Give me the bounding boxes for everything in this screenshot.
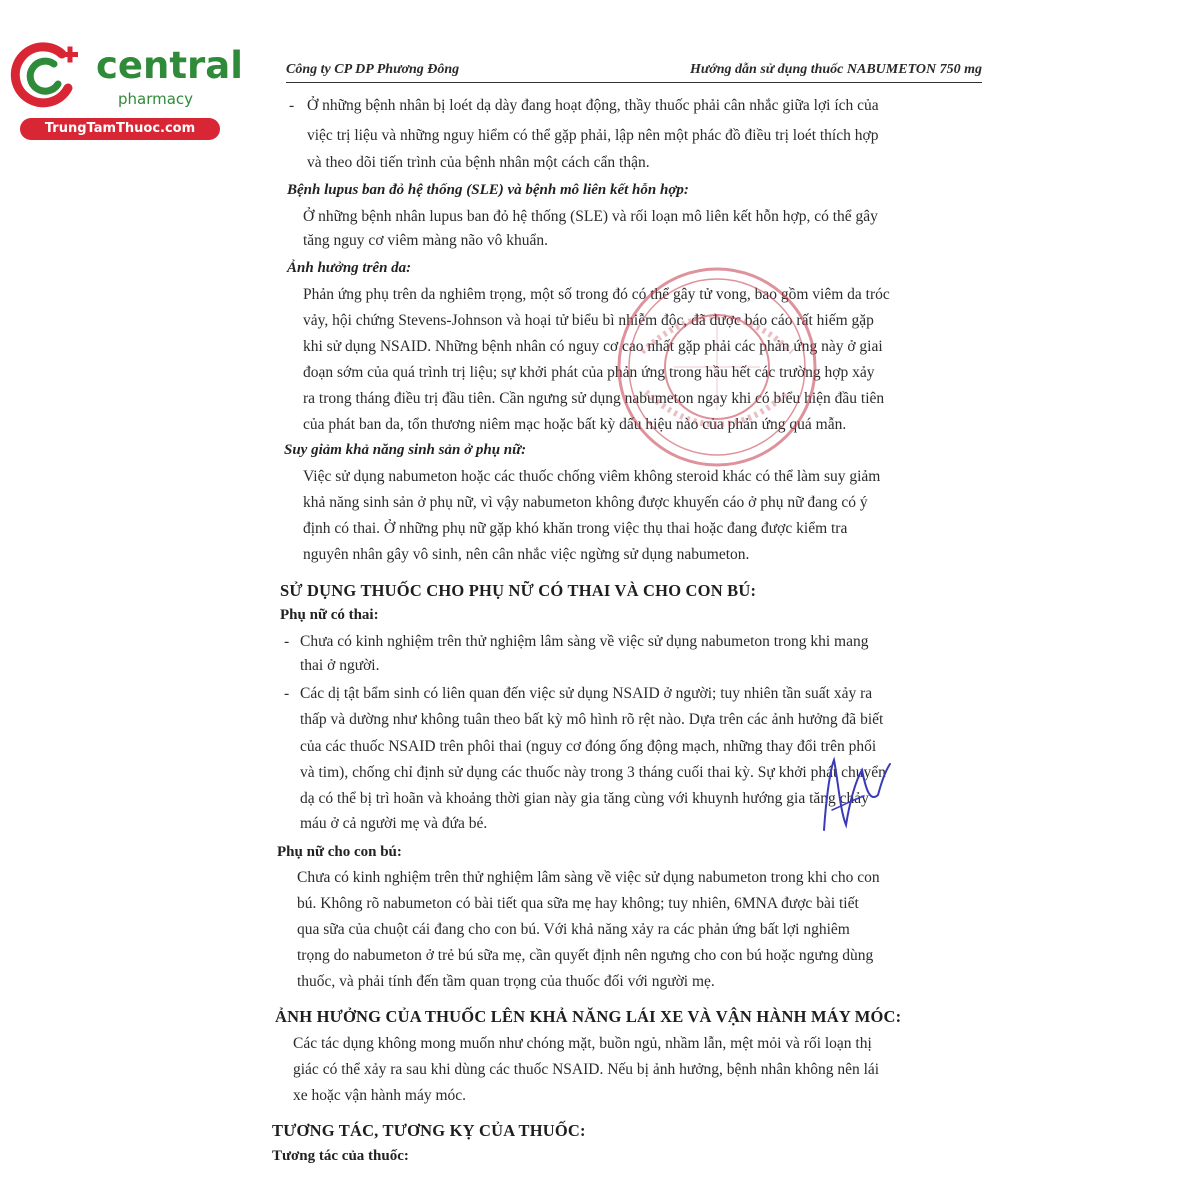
subsection-heading: Bệnh lupus ban đỏ hệ thống (SLE) và bệnh mô liên kết hỗn hợp: — [287, 182, 689, 198]
section-heading: ẢNH HƯỞNG CỦA THUỐC LÊN KHẢ NĂNG LÁI XE VÀ VẬN HÀNH MÁY MÓC: — [275, 1007, 902, 1026]
text-line: dạ có thể bị trì hoãn và khoảng thời gian này gia tăng cùng với khuynh hướng gia tăng chảy — [300, 790, 869, 807]
text-line: Ở những bệnh nhân lupus ban đỏ hệ thống (SLE) và rối loạn mô liên kết hỗn hợp, có thể gây — [303, 208, 878, 225]
central-pharmacy-logo — [10, 38, 243, 138]
text-line: Phản ứng phụ trên da nghiêm trọng, một số trong đó có thể gây tử vong, bao gồm viêm da tróc — [303, 286, 890, 303]
text-line: của các thuốc NSAID trên phôi thai (nguy cơ đóng ống động mạch, những thay đổi trên phổi — [300, 738, 877, 755]
document-header — [286, 52, 982, 83]
text-line: bú. Không rõ nabumeton có bài tiết qua sữa mẹ hay không; tuy nhiên, 6MNA được bài tiết — [297, 895, 859, 912]
text-line: ra trong tháng điều trị đầu tiên. Cần ngưng sử dụng nabumeton ngay khi có biểu hiện đầu tiên — [303, 390, 885, 407]
text-line: qua sữa của chuột cái đang cho con bú. Với khả năng xảy ra các phản ứng bất lợi nghiêm — [297, 921, 850, 938]
document-title: Hướng dẫn sử dụng thuốc NABUMETON 750 mg — [689, 62, 982, 77]
bullet-dash: - — [284, 633, 290, 650]
text-line: thai ở người. — [300, 657, 380, 674]
text-line: giác có thể xảy ra sau khi dùng các thuốc NSAID. Nếu bị ảnh hưởng, bệnh nhân không nên lái — [293, 1061, 880, 1078]
bullet-dash: - — [289, 97, 295, 114]
pharmacy-logo-icon — [10, 40, 82, 112]
text-line: Chưa có kinh nghiệm trên thử nghiệm lâm sàng về việc sử dụng nabumeton trong khi mang — [300, 633, 869, 650]
text-line: khi sử dụng NSAID. Những bệnh nhân có nguy cơ cao nhất gặp phải các phản ứng này ở giai — [303, 338, 883, 355]
text-line: Ở những bệnh nhân bị loét dạ dày đang hoạt động, thầy thuốc phải cân nhắc giữa lợi ích của — [307, 97, 879, 114]
text-line: Các dị tật bẩm sinh có liên quan đến việc sử dụng NSAID ở người; tuy nhiên tần suất xảy ra — [300, 685, 873, 702]
brand-name: central — [96, 44, 243, 87]
bullet-dash: - — [284, 685, 290, 702]
subsection-heading: Phụ nữ cho con bú: — [277, 844, 402, 860]
text-line: vảy, hội chứng Stevens-Johnson và hoại tử biểu bì nhiễm độc, đã được báo cáo rất hiếm gặp — [303, 312, 874, 329]
text-line: thuốc, và phải tính đến tầm quan trọng của thuốc đối với người mẹ. — [297, 973, 715, 990]
text-line: việc trị liệu và những nguy hiểm có thể gặp phải, lập nên một phác đồ điều trị loét thích hợp — [307, 127, 879, 144]
text-line: Các tác dụng không mong muốn như chóng mặt, buồn ngủ, nhầm lẫn, mệt mỏi và rối loạn thị — [293, 1035, 872, 1052]
brand-url: TrungTamThuoc.com — [20, 118, 220, 140]
subsection-heading: Tương tác của thuốc: — [272, 1148, 409, 1164]
text-line: khả năng sinh sản ở phụ nữ, vì vậy nabumeton không được khuyến cáo ở phụ nữ đang có ý — [303, 494, 868, 511]
company-stamp — [612, 262, 822, 472]
subsection-heading: Suy giảm khả năng sinh sản ở phụ nữ: — [284, 442, 527, 458]
text-line: xe hoặc vận hành máy móc. — [293, 1087, 467, 1104]
text-line: Việc sử dụng nabumeton hoặc các thuốc chống viêm không steroid khác có thể làm suy giảm — [303, 468, 881, 485]
text-line: và tim), chống chỉ định sử dụng các thuốc này trong 3 tháng cuối thai kỳ. Sự khởi phát chuyển — [300, 764, 886, 781]
section-heading: TƯƠNG TÁC, TƯƠNG KỴ CỦA THUỐC: — [272, 1121, 586, 1140]
text-line: nguyên nhân gây vô sinh, nên cân nhắc việc ngừng sử dụng nabumeton. — [303, 546, 750, 563]
text-line: máu ở cả người mẹ và đứa bé. — [300, 815, 488, 832]
text-line: của phát ban da, tổn thương niêm mạc hoặc bất kỳ dấu hiệu nào của phản ứng quá mẫn. — [303, 416, 847, 433]
subsection-heading: Ảnh hưởng trên da: — [287, 260, 412, 276]
signature — [812, 740, 892, 840]
text-line: thấp và dường như không tuân theo bất kỳ mô hình rõ rệt nào. Dựa trên các ảnh hưởng đã biết — [300, 711, 884, 728]
text-line: tăng nguy cơ viêm màng não vô khuẩn. — [303, 232, 548, 249]
company-name: Công ty CP DP Phương Đông — [286, 62, 460, 77]
brand-sub: pharmacy — [118, 90, 194, 108]
section-heading: SỬ DỤNG THUỐC CHO PHỤ NỮ CÓ THAI VÀ CHO CON BÚ: — [280, 581, 757, 600]
subsection-heading: Phụ nữ có thai: — [280, 607, 379, 623]
text-line: định có thai. Ở những phụ nữ gặp khó khăn trong việc thụ thai hoặc đang được kiểm tra — [303, 520, 848, 537]
text-line: Chưa có kinh nghiệm trên thử nghiệm lâm sàng về việc sử dụng nabumeton trong khi cho con — [297, 869, 880, 886]
text-line: đoạn sớm của quá trình trị liệu; sự khởi phát của phản ứng trong hầu hết các trường hợp xảy — [303, 364, 875, 381]
text-line: và theo dõi tiến trình của bệnh nhân một cách cẩn thận. — [307, 154, 650, 171]
text-line: trọng do nabumeton ở trẻ bú sữa mẹ, cần quyết định nên ngưng cho con bú hoặc ngưng dùng — [297, 947, 874, 964]
